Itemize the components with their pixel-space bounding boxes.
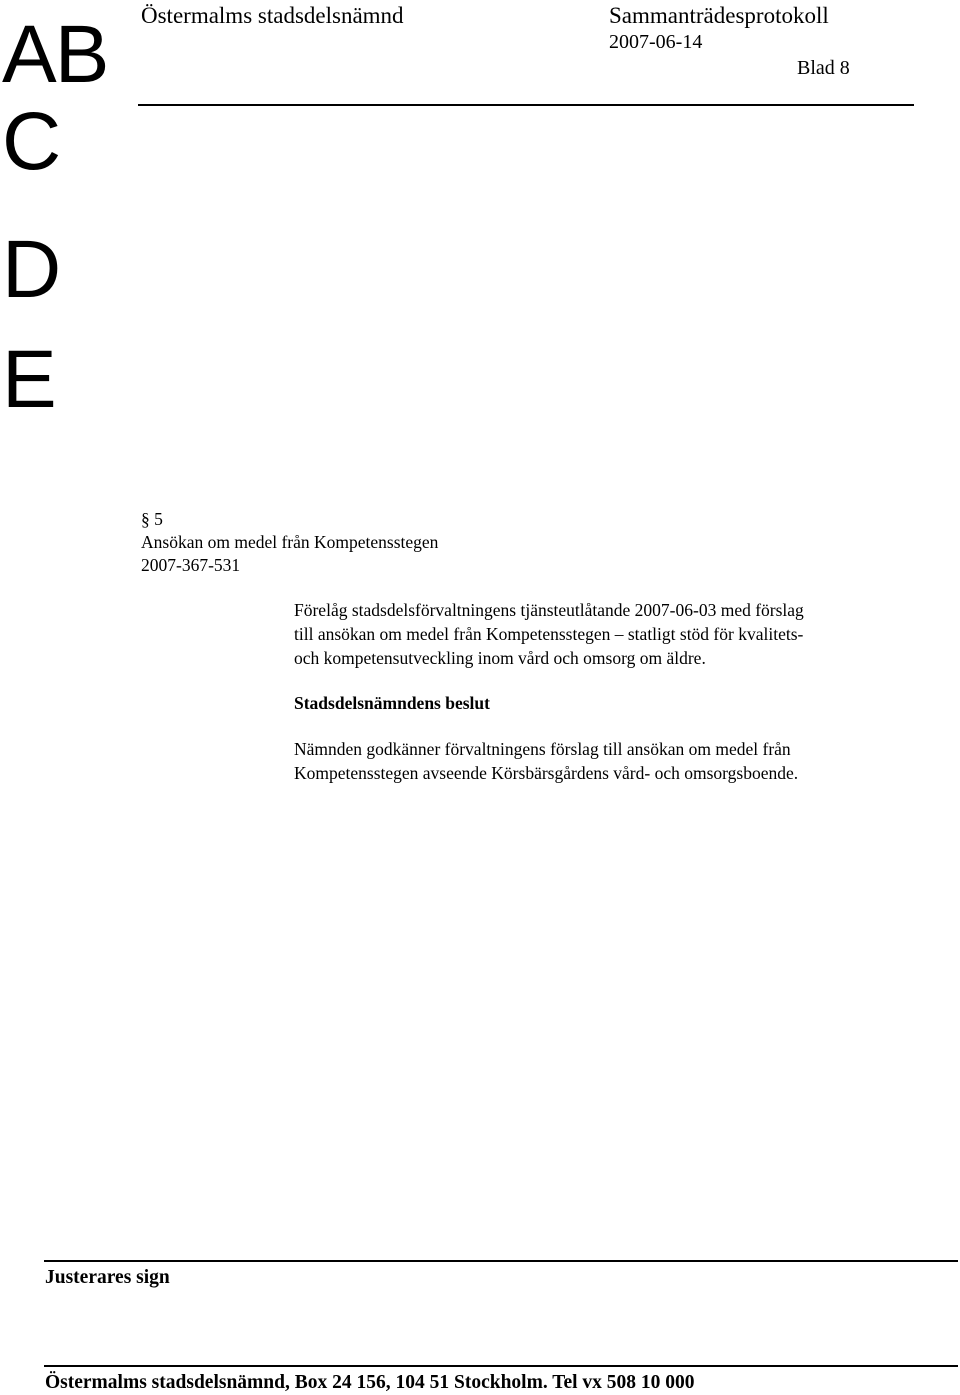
- decision-line: Nämnden godkänner förvaltningens förslag till ansökan om medel från: [294, 739, 791, 759]
- decision-paragraph: [294, 737, 894, 785]
- logo-letter-e: E: [2, 334, 55, 425]
- intro-line: till ansökan om medel från Kompetensstegen – statligt stöd för kvalitets-: [294, 624, 804, 644]
- header-page-number: Blad 8: [797, 57, 850, 79]
- footer-divider: [44, 1365, 958, 1367]
- intro-line: Förelåg stadsdelsförvaltningens tjänsteutlåtande 2007-06-03 med förslag: [294, 600, 804, 620]
- section-number: [141, 507, 163, 531]
- header-document-type: Sammanträdesprotokoll: [609, 3, 829, 28]
- header-date: 2007-06-14: [609, 31, 703, 53]
- logo-letter-d: D: [2, 224, 60, 315]
- item-reference: 2007-367-531: [141, 555, 241, 575]
- logo-letter-ab: AB: [2, 9, 108, 100]
- header-organization: Östermalms stadsdelsnämnd: [141, 3, 404, 28]
- intro-line: och kompetensutveckling inom vård och omsorg om äldre.: [294, 648, 706, 668]
- section-sign: §: [141, 509, 150, 529]
- item-title: Ansökan om medel från Kompetensstegen: [141, 532, 439, 552]
- decision-line: Kompetensstegen avseende Körsbärsgårdens vård- och omsorgsboende.: [294, 763, 799, 783]
- signature-label: Justerares sign: [45, 1267, 170, 1288]
- logo-letter-c: C: [2, 96, 60, 187]
- footer-address: Östermalms stadsdelsnämnd, Box 24 156, 104 51 Stockholm. Tel vx 508 10 000: [45, 1372, 695, 1393]
- intro-paragraph: [294, 598, 894, 670]
- section-number-value: 5: [154, 509, 163, 529]
- signature-divider: [44, 1260, 958, 1262]
- header-divider: [138, 104, 914, 106]
- decision-heading: Stadsdelsnämndens beslut: [294, 693, 490, 713]
